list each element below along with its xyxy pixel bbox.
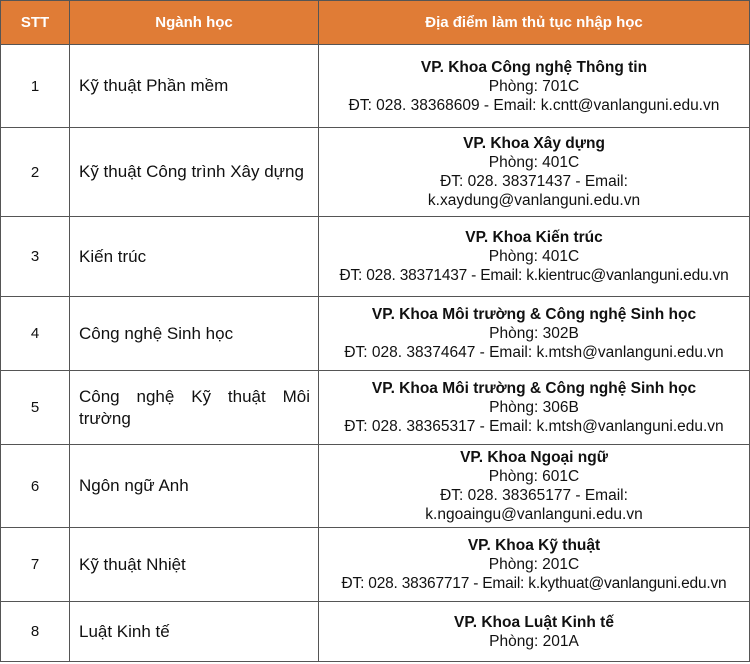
room-number: Phòng: 201A <box>489 632 579 650</box>
cell-location <box>319 371 750 445</box>
cell-major: Kỹ thuật Phần mềm <box>70 45 319 128</box>
cell-major: Kiến trúc <box>70 217 319 297</box>
office-name: VP. Khoa Môi trường & Công nghệ Sinh học <box>371 306 697 323</box>
header-major: Ngành học <box>70 1 319 45</box>
table-row <box>1 128 750 217</box>
table-row <box>1 297 750 371</box>
cell-major: Kỹ thuật Công trình Xây dựng <box>70 128 319 217</box>
room-number: Phòng: 601C <box>488 468 580 485</box>
table-row <box>1 371 750 445</box>
office-name: VP. Khoa Xây dựng <box>463 135 605 152</box>
cell-location <box>319 45 750 128</box>
contact-info: ĐT: 028. 38371437 - Email: k.xaydung@vanlanguni.edu.vn <box>427 173 641 209</box>
room-number: Phòng: 401C <box>488 248 580 265</box>
cell-stt: 5 <box>1 371 70 445</box>
contact-info: ĐT: 028. 38367717 - Email: k.kythuat@vanlanguni.edu.vn <box>341 575 727 592</box>
office-name: VP. Khoa Kỹ thuật <box>467 537 601 554</box>
office-name: VP. Khoa Kiến trúc <box>465 229 603 246</box>
cell-major: Công nghệ Kỹ thuật Môi trường <box>70 371 319 445</box>
cell-stt: 1 <box>1 45 70 128</box>
cell-location <box>319 217 750 297</box>
room-number: Phòng: 201C <box>488 556 580 573</box>
table-row <box>1 45 750 128</box>
cell-major: Luật Kinh tế <box>70 602 319 662</box>
office-name: VP. Khoa Môi trường & Công nghệ Sinh học <box>371 380 697 397</box>
room-number: Phòng: 306B <box>489 399 579 416</box>
contact-info: ĐT: 028. 38368609 - Email: k.cntt@vanlanguni.edu.vn <box>348 96 720 114</box>
table-row <box>1 445 750 528</box>
contact-info: ĐT: 028. 38365317 - Email: k.mtsh@vanlanguni.edu.vn <box>344 418 724 435</box>
cell-major: Công nghệ Sinh học <box>70 297 319 371</box>
cell-stt: 4 <box>1 297 70 371</box>
table-row <box>1 602 750 662</box>
cell-major: Ngôn ngữ Anh <box>70 445 319 528</box>
header-row <box>1 1 750 45</box>
table-row <box>1 217 750 297</box>
office-name: VP. Khoa Công nghệ Thông tin <box>420 58 648 76</box>
room-number: Phòng: 701C <box>488 77 580 95</box>
cell-stt: 6 <box>1 445 70 528</box>
cell-location <box>319 445 750 528</box>
contact-info: ĐT: 028. 38371437 - Email: k.kientruc@vanlanguni.edu.vn <box>339 267 729 284</box>
header-stt: STT <box>1 1 70 45</box>
cell-location <box>319 528 750 602</box>
table-row <box>1 528 750 602</box>
cell-stt: 3 <box>1 217 70 297</box>
header-location: Địa điểm làm thủ tục nhập học <box>319 1 750 45</box>
cell-stt: 7 <box>1 528 70 602</box>
cell-location <box>319 128 750 217</box>
contact-info: ĐT: 028. 38374647 - Email: k.mtsh@vanlanguni.edu.vn <box>344 344 724 361</box>
cell-stt: 2 <box>1 128 70 217</box>
office-name: VP. Khoa Ngoại ngữ <box>460 449 608 466</box>
cell-stt: 8 <box>1 602 70 662</box>
room-number: Phòng: 401C <box>488 154 580 171</box>
contact-info: ĐT: 028. 38365177 - Email: k.ngoaingu@vanlanguni.edu.vn <box>425 487 643 523</box>
cell-location <box>319 602 750 662</box>
office-name: VP. Khoa Luật Kinh tế <box>454 613 614 631</box>
cell-location <box>319 297 750 371</box>
cell-major: Kỹ thuật Nhiệt <box>70 528 319 602</box>
room-number: Phòng: 302B <box>489 325 579 342</box>
